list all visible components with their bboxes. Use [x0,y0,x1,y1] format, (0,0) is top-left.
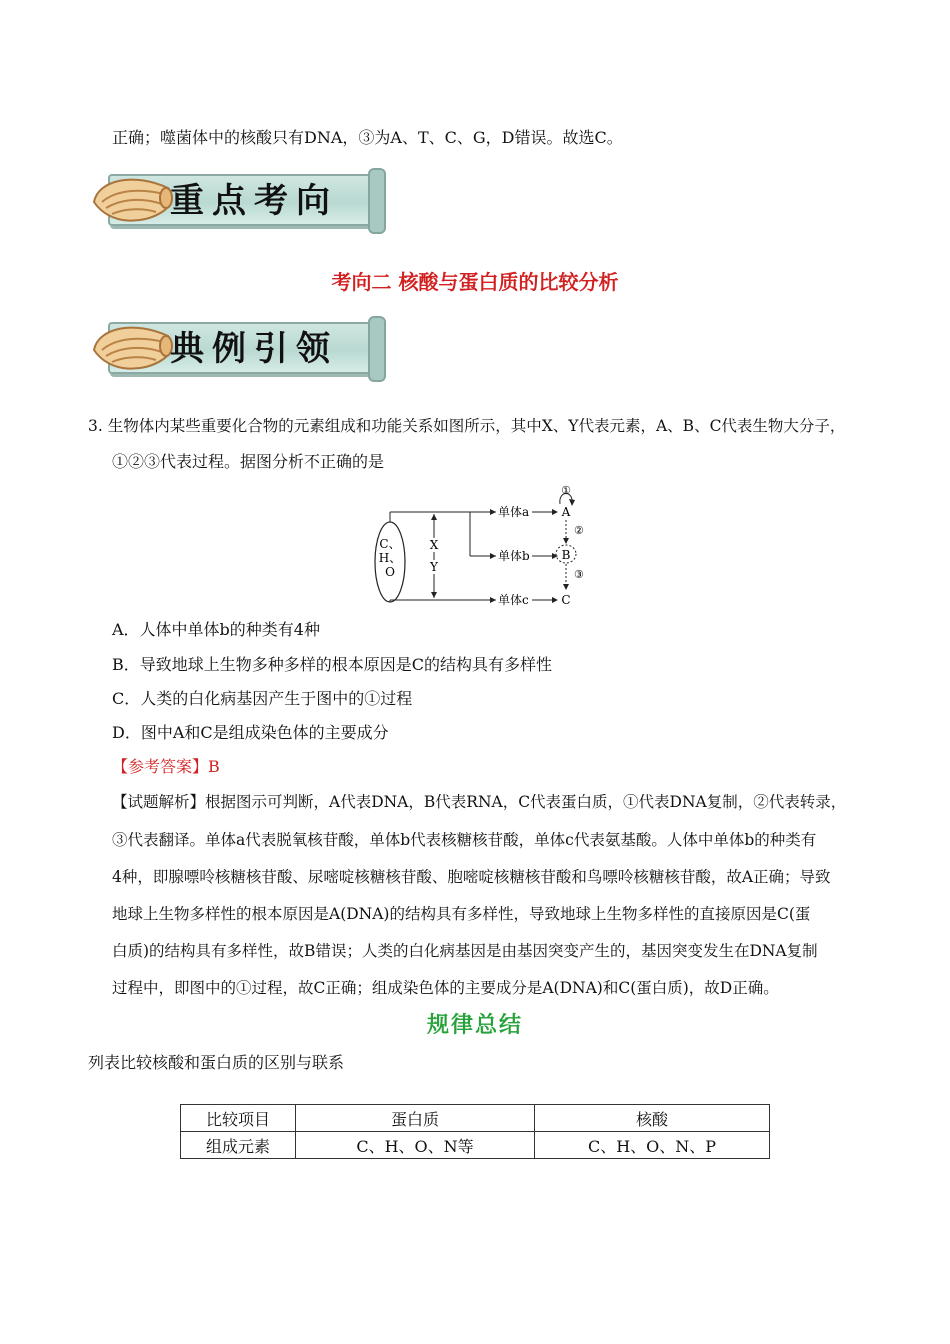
analysis-line-5: 白质)的结构具有多样性，故B错误；人类的白化病基因是由基因突变产生的，基因突变发生在DNA复制 [112,942,818,960]
analysis-line-2: ③代表翻译。单体a代表脱氧核苷酸，单体b代表核糖核苷酸，单体c代表氨基酸。人体中单体b的种类有 [112,831,817,849]
node-a: A [561,505,571,519]
conch-shell-icon [88,168,178,230]
conch-shell-icon [88,316,178,378]
y-label: Y [430,560,438,574]
table-cell: C、H、O、N等 [296,1132,535,1159]
question-line-1: 3. 生物体内某些重要化合物的元素组成和功能关系如图所示，其中X、Y代表元素，A、B、C代表生物大分子， [88,417,846,435]
summary-intro: 列表比较核酸和蛋白质的区别与联系 [88,1053,345,1072]
monomer-b: 单体b [498,549,530,563]
analysis-line-3: 4种，即腺嘌呤核糖核苷酸、尿嘧啶核糖核苷酸、胞嘧啶核糖核苷酸和鸟嘌呤核糖核苷酸，故A正确；导致 [112,868,831,886]
table-cell: C、H、O、N、P [535,1132,770,1159]
option-a: A．人体中单体b的种类有4种 [112,620,320,639]
ellipse-line-1: C、 [379,537,401,551]
analysis-line-6: 过程中，即图中的①过程，故C正确；组成染色体的主要成分是A(DNA)和C(蛋白质)，故D正确。 [112,979,779,997]
table-header-cell: 蛋白质 [296,1105,535,1132]
table-header-row [181,1105,770,1132]
comparison-table [180,1104,770,1159]
key-focus-label: 重点考向 [170,181,338,221]
table-header-cell: 核酸 [535,1105,770,1132]
question-line-2: ①②③代表过程。据图分析不正确的是 [112,452,385,471]
section-title: 考向二 核酸与蛋白质的比较分析 [331,270,619,294]
summary-title: 规律总结 [426,1012,523,1038]
option-d: D．图中A和C是组成染色体的主要成分 [112,723,389,742]
option-c: C．人类的白化病基因产生于图中的①过程 [112,689,413,708]
option-b: B．导致地球上生物多种多样的根本原因是C的结构具有多样性 [112,655,553,674]
node-b: B [561,548,571,562]
intro-text: 正确；噬菌体中的核酸只有DNA，③为A、T、C、G，D错误。故选C。 [112,128,623,147]
table-header-cell: 比较项目 [181,1105,296,1132]
node-c: C [561,593,571,607]
reference-answer: 【参考答案】B [112,757,220,776]
example-banner [88,316,378,378]
table-cell: 组成元素 [181,1132,296,1159]
ellipse-line-2: H、 [378,551,402,565]
step-3-label: ③ [574,568,584,581]
table-row [181,1132,770,1159]
step-1-label: ① [561,484,571,497]
ellipse-line-3: O [385,565,395,579]
analysis-line-1: 【试题解析】根据图示可判断，A代表DNA，B代表RNA，C代表蛋白质，①代表DNA复制，②代表转录， [112,793,847,811]
example-label: 典例引领 [170,329,338,369]
analysis-line-4: 地球上生物多样性的根本原因是A(DNA)的结构具有多样性，导致地球上生物多样性的直接原因是C(蛋 [112,905,811,923]
step-2-label: ② [574,524,584,537]
key-focus-banner [88,168,378,230]
element-function-diagram [360,482,600,608]
x-label: X [429,538,439,552]
monomer-a: 单体a [498,505,530,519]
monomer-c: 单体c [498,593,529,607]
